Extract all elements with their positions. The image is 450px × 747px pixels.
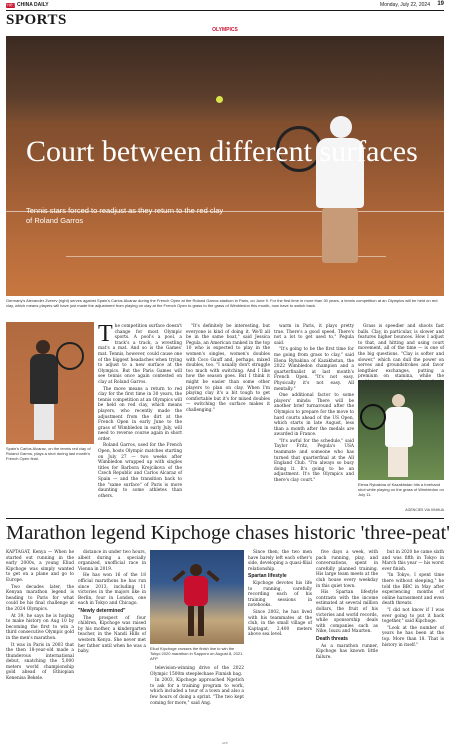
issue-date: Monday, July 22, 2024 <box>380 2 430 8</box>
subhead: Death threats <box>316 635 348 642</box>
racquet <box>56 342 84 370</box>
paragraph: "It's awful for the schedule," said Taylor Fritz, Pegula's USA teammate and someone who has turned that quarterfinal at the All England Club. "I'm always so busy doing it. It's going to be an adjustment. It's the Olympics and there's clay court." <box>274 438 354 484</box>
paragraph: KAPTAGAT, Kenya — When he started out running in the early 2000s, a young Eliud Kipchoge was simply wanted to get on a plane and go to Europe. <box>6 550 74 583</box>
player-legs <box>388 447 408 477</box>
player-body <box>30 354 58 404</box>
paragraph: The move means a return to red clay for the first time in 30 years, the tennis competition at an Olympics will be held on red clay, which means players, who recently made the adjustment from the dirt at the French Open in early June to the grass of Wimbledon in early July, will need to reverse course again in short order. <box>98 386 182 442</box>
marathon-column-2 <box>78 550 146 740</box>
feature-column-3 <box>274 324 354 516</box>
paragraph: television-winning drive of the 2022 Olympic 1500m steeplechase Finnish bag. <box>150 666 244 677</box>
stadium-wall <box>6 36 444 121</box>
feature-column-4 <box>358 324 444 380</box>
paragraph: He has won 16 of the 18 official marathons he has run since 2013, including 11 victories in the majors like in Berlin, four in London, one each in Tokyo and Chicago. <box>78 573 146 607</box>
marathon-headline: Marathon legend Kipchoge chases historic 'three-peat' <box>6 522 450 544</box>
section-divider <box>6 518 444 519</box>
photo-kipchoge-caption: Eliud Kipchoge crosses the finish line to win the Tokyo 2020 marathon in Sapporo on August 8, 2021. AFP <box>150 646 244 661</box>
paragraph: One additional factor to some players' minds: There will be another brief turnaround after the Olympics to prepare for the move to hard courts ahead of the US Open, which starts in late August, less than a month after the medals are awarded in France. <box>274 393 354 438</box>
page-number: 19 <box>437 1 444 7</box>
paragraph: Roland Garros, used for the French Open, hosts Olympic matches starting on July 27 — two weeks after Wimbledon wrapped up with singles titles for Barbora Krejcikova of the Czech Republic and Carlos Alcaraz of Spain — and the transition back to the "same surface" of Paris is more daunting to some athletes than others. <box>98 443 182 499</box>
paragraph: Since then, the two men have barely left each other's side, developing a quasi-filial relationship. <box>248 550 312 572</box>
feature-column-1 <box>98 321 182 516</box>
paragraph: distance in under two hours, albeit during a specially organized, unofficial race in Vienna in 2019. <box>78 550 146 572</box>
paragraph: In 2003, Kipchoge approached Ngetich to ask for a training program to work, which included a tour of a town and also a few hours of doing a sprint. "The two kept coming for more," said Ang. <box>150 678 244 706</box>
paragraph: but in 2020 he came sixth and was fifth in Tokyo in March this year — his worst ever finish. <box>382 550 444 572</box>
paragraph: "In Tokyo, I spent time there without sleeping," he told the BBC in May after experiencing months of online harassment and even death threats. <box>382 573 444 607</box>
photo-right-caption: Elena Rybakina of Kazakhstan hits a forehand shot while playing on the grass of Wimbledon on July 11. <box>358 482 444 497</box>
hero-caption: Germany's Alexander Zverev (right) serves against Spain's Carlos Alcaraz during the French Open at the Roland Garros stadium in Paris, on June 9. For the first time in more than 30 years, a tennis competition at an Olympics will be held on red clay, which means players will have just made the adjustment from playing on clay at the French Open to grass to the grass of Wimbledon this month, now have to switch back. <box>6 298 438 308</box>
marathon-column-4 <box>248 550 312 740</box>
masthead-logo <box>6 2 49 8</box>
player-body <box>385 407 413 447</box>
paragraph: "It's going to be the first time for me going from grass to clay," said Elena Rybakina of Kazakhstan, the 2022 Wimbledon champion and a quarterfinalist at last month's French Open. "It's not easy. Physically it's not easy. All mentally." <box>274 347 354 392</box>
racquet <box>360 404 386 430</box>
runner-arm <box>206 570 219 582</box>
hero-photo <box>6 36 444 296</box>
marathon-column-3 <box>150 666 244 740</box>
paragraph: "It's definitely be interesting, but everyone is kind of doing it. We'll all be in the same boat," said Jessica Pegula, an American ranked in the top 10 who is expected to play in the women's singles, women's doubles with Coco Gauff and, perhaps, mixed doubles, too. "I usually don't struggle too much with switching. And I like how the season goes. But I think it might be easier than some other players to plan on clay. When I'm playing clay it's a bit tough to get comfortable but it's for mixed doubles — switching the surface makes it challenging." <box>186 324 270 413</box>
marathon-column-5 <box>316 550 378 740</box>
paragraph: As a marathon runner, Kipchoge has known little failure. <box>316 643 378 660</box>
paragraph: "Look at the number of years he has been at the top. More than 18. That is history in itself." <box>382 625 444 648</box>
photo-left-caption: Spain's Carlos Alcaraz, on the tennis red clay of Roland Garros, plays a shot during last month's French Open final. <box>6 446 91 461</box>
subhead: Spartan lifestyle <box>248 573 287 580</box>
paragraph: Grass is speedier and shoots fast balls. Clay, in particular, is slower and features higher bounces. How I adjust to that, and hitting and using court movement, all of the time — is one of the big questions. "Clay is softer and slower," which can dull the power on serves and groundstrokes and favor lengthier exchanges, putting a premium on stamina, while the <box>358 324 444 380</box>
section-title: SPORTS <box>6 12 67 28</box>
player-legs <box>34 404 54 440</box>
paragraph: It was in Paris in 2003 that the then 18-year-old made a thunderous international debut, snatching the 5,000 meters world championship gold ahead of Ethiopian Kenenisa Bekele. <box>6 642 74 682</box>
kicker: OLYMPICS <box>212 27 238 33</box>
paragraph: His Spartan lifestyle contrasts with the income estimated at several million dollars, the fruit of his victories and world records, while sponsorship deals with companies such as Nike, Isuzu and Maurten. <box>316 590 378 635</box>
feature-column-2 <box>186 324 270 516</box>
marathon-column-1 <box>6 550 74 740</box>
feature-dek: Tennis stars forced to readjust as they return to the red clay of Roland Garros <box>26 206 224 225</box>
photo-credit: AGENCIES VIA XINHUA <box>405 508 444 512</box>
paragraph: five days a week, with pack running, play, and conversations, spent in carefully planned training. His large team meets at the club house every weekday in this quiet town. <box>316 550 378 589</box>
masthead-rule <box>6 10 444 11</box>
paragraph: "I did not know if I was ever going to put it back together," said Kipchoge. <box>382 607 444 625</box>
logo-badge: 中國日 <box>6 2 16 7</box>
photo-kipchoge <box>150 550 244 644</box>
feature-headline: Court between different surfaces <box>26 135 418 168</box>
tennis-ball <box>216 96 223 103</box>
subhead: "Newly determined" <box>78 607 126 614</box>
paragraph: Two decades later, the Kenyan marathon legend is heading to Paris for what could be his final challenge at the 2024 Olympics. <box>6 584 74 612</box>
paragraph: he competition surface doesn't change for most Olympic sports. A pool's a pool, a track's a track, a wrestling mat's a mat. And so is the Games' mat. Tennis, however, could cause one of the biggest headaches when trying to adjust to a new surface at the Olympics. But the Paris Games will see tennis once again contested on clay at Roland Garros. <box>98 324 182 385</box>
runner-body <box>184 576 208 606</box>
paragraph: The prospect of four children, Kipchoge was raised by his mother, a kindergarten teacher, in the Nandi Hills of western Kenya. She never met her father until when he was a baby. <box>78 615 146 655</box>
photo-alcaraz <box>6 322 94 444</box>
paragraph: Since 2002, he has lived with his teammates at the club, in the small village of Kaptagat, 2,400 meters above sea level. <box>248 609 312 638</box>
player-legs <box>322 208 358 263</box>
runner-leg <box>198 606 204 636</box>
paragraph: At 39, he says he is hoping to make history on Aug 10 by becoming the first to win a third consecutive Olympic gold in the men's marathon. <box>6 613 74 641</box>
paragraph: warm in Paris, it plays pretty true. There's a good speed. There's not a lot to get used to," Pegula said. <box>274 324 354 346</box>
runner-head <box>190 564 202 576</box>
marathon-column-6 <box>382 550 444 740</box>
masthead <box>0 0 450 10</box>
footer-credit: AFP <box>222 741 228 745</box>
brand-name: CHINA DAILY <box>17 2 49 8</box>
player-head <box>36 340 50 354</box>
paragraph: Kipchoge devotes his life to running, carefully recording each of his training sessions in notebooks. <box>248 580 312 609</box>
drop-cap: T <box>98 321 113 347</box>
photo-rybakina <box>358 380 444 480</box>
runner-leg <box>188 606 194 636</box>
player-head <box>392 394 405 407</box>
